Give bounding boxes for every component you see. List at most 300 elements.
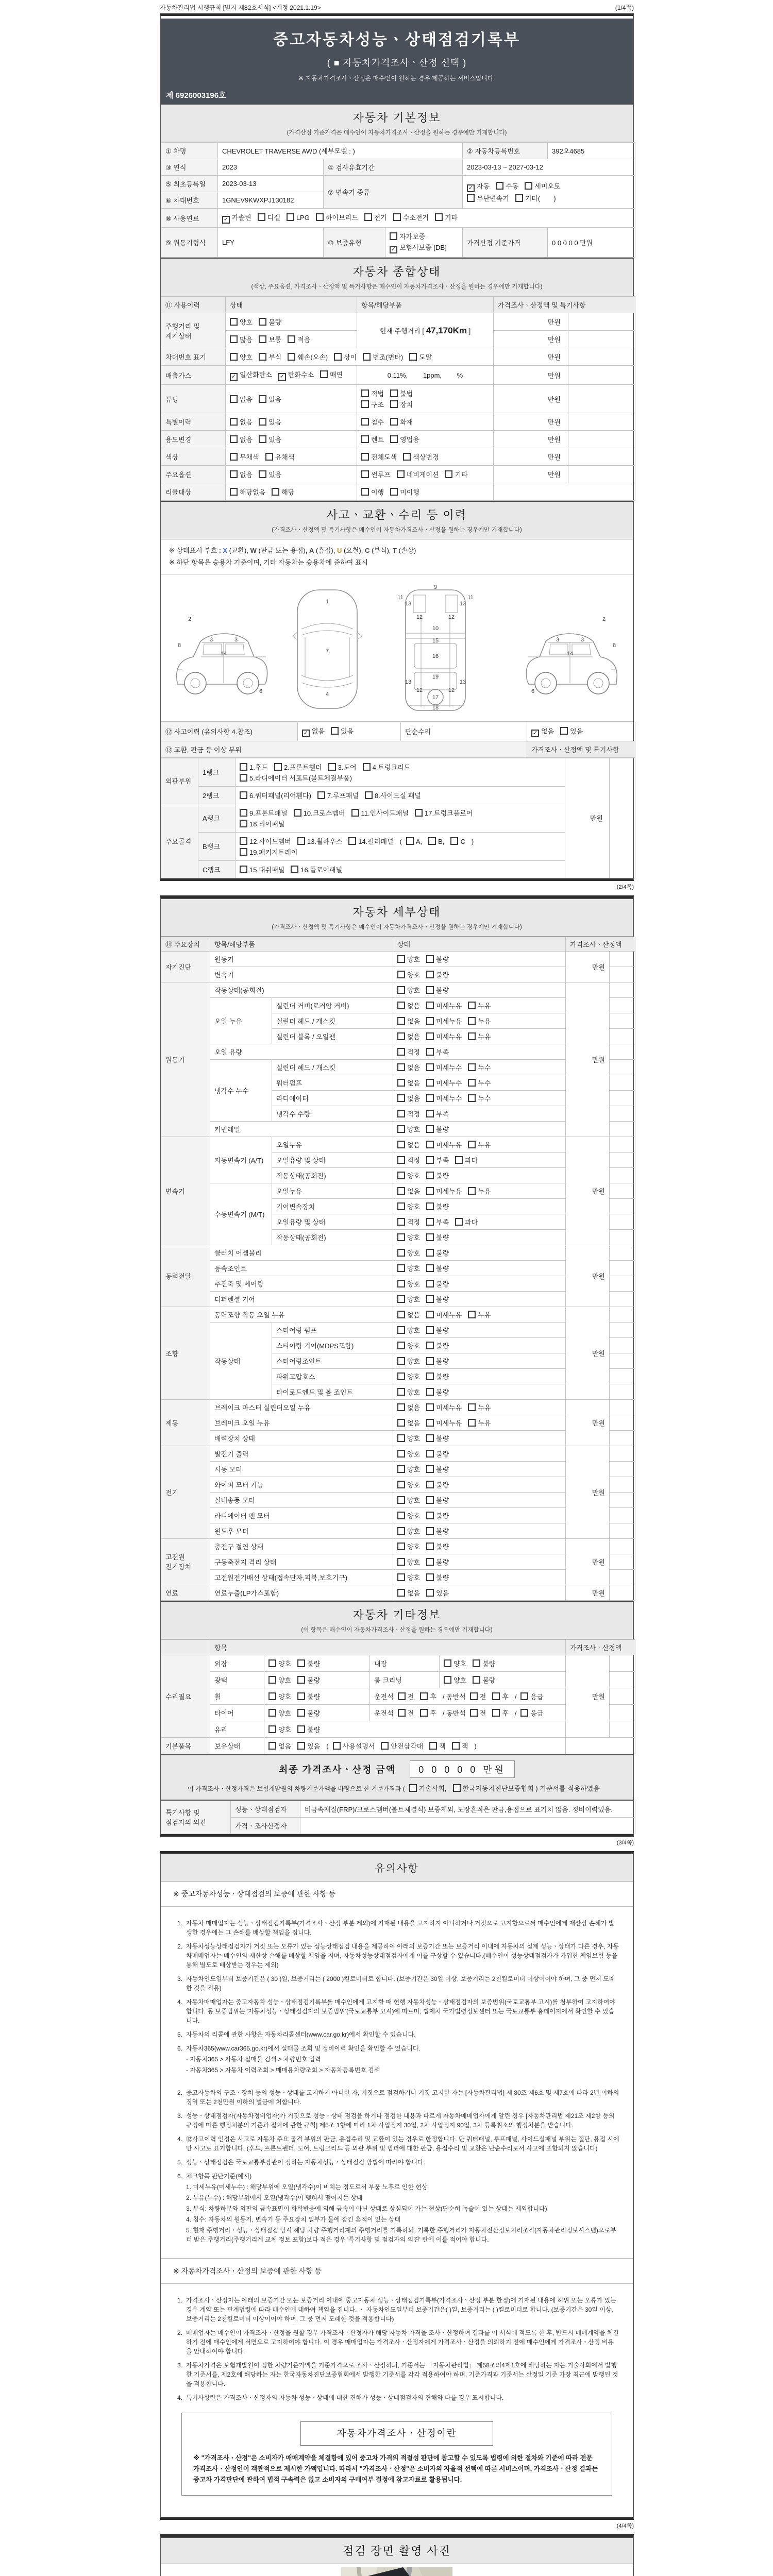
checkbox-icon bbox=[473, 1676, 480, 1684]
checkbox-option bbox=[397, 1047, 420, 1057]
checkbox-option bbox=[426, 1140, 462, 1149]
checkbox-checked-icon: ✓ bbox=[278, 373, 286, 381]
value-cell: 연료누출(LP가스포함) bbox=[210, 1585, 393, 1600]
checkbox-option bbox=[259, 334, 281, 344]
checkbox-label: 5.라디에이터 서포트(볼트체결부품) bbox=[249, 774, 352, 782]
diagram-zone-number: 8 bbox=[612, 642, 616, 649]
value-cell bbox=[393, 1090, 566, 1106]
checkbox-option bbox=[426, 954, 449, 964]
checkbox-icon bbox=[468, 1187, 476, 1195]
value-cell: 현재 주행거리 [ 47,170Km ] bbox=[357, 313, 494, 348]
label-cell: 주요옵션 bbox=[161, 466, 226, 483]
value-cell: 보유상태 bbox=[210, 1737, 264, 1754]
value-cell: 0.11%, 1ppm, % bbox=[357, 366, 494, 385]
legend-segment: A bbox=[309, 547, 314, 554]
table-row bbox=[161, 1307, 635, 1322]
value-cell bbox=[610, 1322, 635, 1337]
value-cell bbox=[610, 1399, 635, 1415]
checkbox-option bbox=[320, 369, 343, 379]
label-cell: 가격조사ㆍ산정액 bbox=[566, 937, 635, 951]
checkbox-icon bbox=[390, 232, 397, 240]
checkbox-option bbox=[397, 1217, 420, 1227]
label-cell: ② 자동차등록번호 bbox=[463, 143, 548, 159]
table-row bbox=[161, 176, 635, 192]
checkbox-option bbox=[426, 1572, 449, 1582]
checkbox-icon bbox=[468, 1032, 476, 1040]
checkbox-label: 일산화탄소 bbox=[240, 371, 272, 379]
table-row bbox=[161, 1523, 635, 1538]
checkbox-option bbox=[520, 1708, 543, 1718]
checkbox-label: 잭 bbox=[439, 1742, 446, 1750]
checkbox-label: 구조 bbox=[371, 401, 384, 409]
label-cell: 원동기 bbox=[161, 982, 210, 1137]
value-cell bbox=[610, 1671, 635, 1688]
checkbox-option bbox=[397, 1093, 420, 1103]
label-cell: 연료 bbox=[161, 1585, 210, 1600]
table-row bbox=[161, 1817, 635, 1834]
value-cell bbox=[610, 982, 635, 997]
checkbox-option bbox=[230, 487, 265, 497]
checkbox-option bbox=[426, 970, 449, 979]
checkbox-icon bbox=[560, 727, 568, 735]
page-marker-3: (3/4쪽) bbox=[616, 1839, 634, 1846]
checkbox-icon bbox=[426, 1342, 434, 1349]
item-number: 2. bbox=[177, 2089, 182, 2096]
diagram-zone-number: 13 bbox=[459, 600, 466, 607]
value-cell: 만원 bbox=[494, 331, 568, 348]
checkbox-option bbox=[381, 1741, 423, 1751]
value-cell bbox=[385, 228, 463, 258]
diagram-zone-number: 12 bbox=[448, 614, 455, 620]
legend-segment: U bbox=[337, 547, 342, 554]
label-cell: 수리필요 bbox=[161, 1655, 210, 1737]
value-cell bbox=[568, 431, 635, 448]
table-row bbox=[161, 1322, 635, 1337]
page-block-3 bbox=[160, 1851, 634, 2520]
checkbox-icon bbox=[240, 791, 247, 799]
checkbox-label: 양호 bbox=[407, 1481, 421, 1489]
value-cell: 작동상태(공회전) bbox=[272, 1167, 393, 1183]
label-cell: 자기진단 bbox=[161, 951, 210, 982]
checkbox-label: 탄화수소 bbox=[288, 371, 314, 379]
checkbox-option bbox=[426, 1418, 462, 1428]
checkbox-label: 불량 bbox=[307, 1676, 321, 1684]
definition-text: ※ "가격조사ㆍ산정"은 소비자가 매매계약을 체결함에 있어 중고차 가격의 적절성 판단에 참고할 수 있도록 법령에 의한 절차와 기준에 따라 전문 가격조사ㆍ산정인이 객관적으로 제시한 가액입니다. 따라서 "가격조사ㆍ산정"은 소비자의 자율적 선택에 따른 서비스이며, 가격조사ㆍ산정 결과는 중고차 가격판단에 관하여 법적 구속력은 없고 소비자의 구매여부 결정에 참고자료로 활용됩니다. bbox=[193, 2454, 598, 2484]
checkbox-icon bbox=[426, 1496, 434, 1504]
checkbox-option bbox=[426, 1449, 449, 1459]
section-title: 자동차 세부상태 bbox=[352, 905, 441, 919]
checkbox-icon bbox=[316, 213, 324, 221]
legend-segment: (교환), bbox=[227, 547, 250, 554]
value-cell bbox=[610, 967, 635, 982]
diagram-zone-number: 7 bbox=[325, 648, 329, 654]
label-cell: ⑥ 차대번호 bbox=[161, 192, 218, 209]
section-subtitle: (이 항목은 매수인이 자동차가격조사ㆍ산정을 원하는 경우에만 기재합니다) bbox=[301, 1626, 493, 1633]
checkbox-option bbox=[426, 1279, 449, 1289]
checkbox-option bbox=[468, 1140, 491, 1149]
checkbox-label: 불량 bbox=[436, 1434, 449, 1443]
table-row bbox=[161, 997, 635, 1013]
checkbox-label: 있음 bbox=[268, 395, 282, 403]
notice-item bbox=[174, 1942, 619, 1970]
checkbox-option bbox=[409, 352, 432, 362]
checkbox-option bbox=[468, 1062, 491, 1072]
value-cell bbox=[226, 466, 357, 483]
label-cell: 특기사항 및 점검자의 의견 bbox=[161, 1801, 231, 1834]
odometer-value: 47,170Km bbox=[426, 325, 467, 335]
section-subtitle: (가격조사ㆍ산정액 및 특기사항은 매수인이 자동차가격조사ㆍ산정을 원하는 경우에만 기재합니다) bbox=[272, 924, 522, 930]
section-subtitle: (가격조사ㆍ산정액 및 특기사항은 매수인이 자동차가격조사ㆍ산정을 원하는 경우에만 기재합니다) bbox=[272, 527, 522, 533]
checkbox-option bbox=[415, 808, 473, 818]
checkbox-option bbox=[429, 1741, 446, 1751]
checkbox-label: 무단변속기 bbox=[477, 195, 509, 202]
checkbox-option bbox=[444, 1675, 466, 1685]
checkbox-icon bbox=[240, 866, 247, 873]
checkbox-label: 부식 bbox=[268, 353, 282, 361]
checkbox-icon bbox=[334, 353, 342, 361]
value-cell bbox=[393, 1461, 566, 1477]
value-cell bbox=[610, 1090, 635, 1106]
checkbox-icon bbox=[525, 182, 532, 190]
item-text: 자동차의 리콜에 관한 사항은 자동차리콜센터(www.car.go.kr)에서 확인할 수 있습니다. bbox=[186, 2030, 416, 2038]
label-cell bbox=[161, 1639, 210, 1655]
checkbox-label: 불량 bbox=[436, 1558, 449, 1566]
value-cell bbox=[393, 951, 566, 967]
checkbox-icon bbox=[397, 1527, 405, 1535]
checkbox-option bbox=[397, 1062, 420, 1072]
value-cell bbox=[393, 1307, 566, 1322]
checkbox-icon bbox=[230, 453, 238, 461]
value-cell: 오일유량 및 상태 bbox=[272, 1152, 393, 1167]
status-symbol-legend bbox=[169, 545, 625, 556]
checkbox-icon bbox=[364, 213, 372, 221]
checkbox-icon bbox=[390, 488, 398, 496]
checkbox-icon bbox=[455, 1156, 463, 1164]
checkbox-option bbox=[452, 1741, 468, 1751]
value-cell: 수동변속기 (M/T) bbox=[210, 1183, 272, 1245]
checkbox-option bbox=[496, 181, 518, 191]
checkbox-label: 있음 bbox=[341, 727, 354, 735]
value-cell bbox=[264, 1704, 370, 1721]
table-row bbox=[161, 1721, 635, 1737]
checkbox-option bbox=[274, 762, 322, 772]
detail-state-table bbox=[161, 937, 635, 1601]
checkbox-icon bbox=[274, 763, 282, 771]
checkbox-option bbox=[397, 1541, 420, 1551]
checkbox-option bbox=[259, 434, 281, 444]
checkbox-option bbox=[288, 352, 328, 362]
value-cell: 배력장치 상태 bbox=[210, 1430, 393, 1446]
checkbox-label: 2.프론트휀더 bbox=[283, 763, 322, 771]
checkbox-option bbox=[390, 434, 419, 444]
checkbox-icon bbox=[409, 353, 417, 361]
checkbox-option bbox=[333, 1741, 375, 1751]
table-row bbox=[161, 159, 635, 176]
checkbox-option bbox=[397, 1294, 420, 1304]
value-cell bbox=[226, 331, 357, 348]
label-cell: 주요골격 bbox=[161, 804, 198, 878]
photo-section-header bbox=[161, 2537, 633, 2564]
checkbox-label: 전체도색 bbox=[371, 453, 397, 461]
checkbox-option bbox=[409, 1783, 447, 1793]
checkbox-label: A, bbox=[415, 837, 423, 845]
checkbox-label: 전기 bbox=[374, 214, 387, 222]
check-text: 운전석 bbox=[374, 1692, 394, 1701]
table-row bbox=[161, 1585, 635, 1600]
page-marker-1: (1/4쪽) bbox=[615, 4, 634, 11]
checkbox-option bbox=[397, 1248, 420, 1258]
checkbox-label: 양호 bbox=[407, 1233, 421, 1242]
checkbox-label: 자가보증 bbox=[399, 233, 426, 241]
checkbox-label: 불법 bbox=[400, 390, 413, 398]
checkbox-label: 불량 bbox=[436, 1326, 449, 1334]
value-cell: 타이로드엔드 및 볼 조인트 bbox=[272, 1384, 393, 1399]
checkbox-icon bbox=[492, 1709, 500, 1717]
checkbox-option bbox=[435, 212, 458, 222]
legend-segment: (흠집), bbox=[314, 547, 337, 554]
value-cell bbox=[300, 1817, 635, 1834]
checkbox-icon bbox=[268, 1725, 276, 1733]
checkbox-checked-icon: ✓ bbox=[467, 184, 475, 192]
form-header bbox=[161, 16, 633, 104]
section-subtitle: (색상, 주요옵션, 가격조사ㆍ산정액 및 특기사항은 매수인이 자동차가격조사ㆍ산정을 원하는 경우에만 기재합니다) bbox=[251, 284, 543, 290]
checkbox-option bbox=[328, 762, 357, 772]
checkbox-icon bbox=[397, 1172, 405, 1179]
checkbox-option bbox=[468, 1031, 491, 1041]
label-cell: ⑫ 사고이력 (유의사항 4.참조) bbox=[161, 722, 298, 741]
checkbox-option bbox=[428, 837, 444, 845]
checkbox-label: 해당없음 bbox=[240, 488, 266, 496]
checkbox-icon bbox=[291, 866, 298, 873]
checkbox-label: 썬루프 bbox=[371, 471, 391, 479]
value-cell bbox=[568, 313, 635, 331]
value-cell: 충전구 절연 상태 bbox=[210, 1538, 393, 1554]
checkbox-label: 미세누수 bbox=[436, 1094, 462, 1103]
checkbox-icon bbox=[361, 488, 369, 496]
value-cell bbox=[357, 431, 494, 448]
value-cell bbox=[610, 1245, 635, 1260]
checkbox-label: 양호 bbox=[453, 1659, 467, 1668]
checkbox-icon bbox=[496, 182, 503, 190]
value-cell bbox=[568, 366, 635, 385]
value-cell bbox=[566, 1737, 635, 1754]
value-cell bbox=[568, 331, 635, 348]
checkbox-label: 누유 bbox=[478, 1002, 491, 1010]
checkbox-option bbox=[364, 212, 387, 222]
check-text: 이 가격조사ㆍ산정가격은 보험개발원의 차량기준가액을 바탕으로 한 기준가격과 ( bbox=[188, 1785, 405, 1792]
label-cell: 가격산정 기준가격 bbox=[463, 228, 548, 258]
checkbox-option bbox=[259, 394, 281, 404]
value-cell bbox=[527, 722, 635, 741]
checkbox-option bbox=[351, 808, 409, 818]
checkbox-label: 양호 bbox=[407, 1357, 421, 1365]
checkbox-icon bbox=[397, 470, 405, 478]
value-cell: 파워고압호스 bbox=[272, 1368, 393, 1384]
checkbox-label: 양호 bbox=[407, 1512, 421, 1520]
value-cell bbox=[393, 1446, 566, 1461]
checkbox-icon bbox=[429, 1742, 437, 1750]
checkbox-icon bbox=[426, 1372, 434, 1380]
value-cell bbox=[610, 1044, 635, 1059]
checkbox-label: 13.휠하우스 bbox=[307, 837, 343, 845]
checkbox-icon bbox=[397, 1202, 405, 1210]
value-cell bbox=[610, 1121, 635, 1137]
checkbox-icon bbox=[331, 727, 339, 735]
checkbox-option bbox=[403, 452, 439, 462]
checkbox-option bbox=[397, 954, 420, 964]
checkbox-option bbox=[426, 1541, 449, 1551]
value-cell bbox=[610, 1523, 635, 1538]
label-cell: ④ 검사유효기간 bbox=[324, 159, 463, 176]
value-cell bbox=[393, 1554, 566, 1569]
checkbox-icon bbox=[426, 1017, 434, 1025]
checkbox-label: 양호 bbox=[278, 1725, 292, 1734]
value-cell bbox=[226, 385, 357, 413]
checkbox-label: 미이행 bbox=[400, 488, 419, 496]
value-cell bbox=[357, 466, 494, 483]
table-row bbox=[161, 1415, 635, 1430]
value-cell bbox=[264, 1721, 566, 1737]
value-cell: 자동변속기 (A/T) bbox=[210, 1137, 272, 1183]
checkbox-option bbox=[426, 1433, 449, 1443]
checkbox-icon bbox=[397, 1558, 405, 1566]
checkbox-label: 자동 bbox=[477, 182, 490, 190]
label-cell: 리콜대상 bbox=[161, 483, 226, 501]
item-number: 2. bbox=[177, 2329, 182, 2336]
value-cell bbox=[610, 1214, 635, 1229]
item-number: 4. bbox=[177, 2394, 182, 2401]
value-cell bbox=[393, 1137, 566, 1152]
table-row bbox=[161, 1507, 635, 1523]
notice-list-c bbox=[166, 2296, 628, 2402]
item-text: 자동차365(www.car365.go.kr)에서 실매물 조회 및 정비이력 확인을 확인할 수 있습니다. - 자동차365 > 자동차 실매물 검색 > 차량번호 입력 - 자동차365 > 자동차 이력조회 > 매매용차량조회 > 자동차등록번호 검색 bbox=[186, 2044, 619, 2075]
checkbox-icon bbox=[435, 213, 443, 221]
checkbox-icon bbox=[230, 353, 238, 361]
checkbox-label: 양호 bbox=[407, 955, 421, 963]
value-cell bbox=[393, 1229, 566, 1245]
value-cell bbox=[393, 1183, 566, 1198]
value-cell bbox=[393, 1507, 566, 1523]
label-cell: ③ 연식 bbox=[161, 159, 218, 176]
table-row bbox=[161, 1044, 635, 1059]
checkbox-icon bbox=[397, 1156, 405, 1164]
checkbox-label: 양호 bbox=[407, 1527, 421, 1535]
value-cell bbox=[226, 448, 357, 466]
value-cell bbox=[610, 1075, 635, 1090]
diagram-zone-number: 12 bbox=[416, 687, 423, 693]
checkbox-icon bbox=[240, 837, 247, 845]
checkbox-option bbox=[468, 1093, 491, 1103]
label-cell: ⑪ 사용이력 bbox=[161, 297, 226, 313]
etc-info-table bbox=[161, 1639, 635, 1754]
value-cell bbox=[393, 1337, 566, 1353]
table-row bbox=[161, 758, 635, 786]
checkbox-label: 양호 bbox=[407, 1543, 421, 1551]
value-cell: 실내송풍 모터 bbox=[210, 1492, 393, 1507]
checkbox-label: 불량 bbox=[307, 1709, 321, 1717]
checkbox-icon bbox=[426, 1481, 434, 1488]
checkbox-icon bbox=[390, 389, 398, 397]
checkbox-option bbox=[259, 469, 281, 479]
value-cell: 0 0 0 0 0 만원 bbox=[548, 228, 635, 258]
table-row bbox=[161, 209, 635, 228]
notice-item bbox=[174, 2044, 619, 2075]
checkbox-label: 장치 bbox=[400, 401, 413, 409]
checkbox-label: 미세누유 bbox=[436, 1403, 462, 1412]
label-cell: ⑦ 변속기 종류 bbox=[324, 176, 463, 209]
notice-item bbox=[174, 1919, 619, 1937]
checkbox-option bbox=[426, 1294, 449, 1304]
checkbox-option bbox=[240, 773, 352, 783]
checkbox-icon bbox=[426, 1202, 434, 1210]
checkbox-label: 14.필러패널 bbox=[358, 837, 394, 845]
checkbox-option bbox=[426, 1325, 449, 1335]
value-cell: 추진축 및 베어링 bbox=[210, 1276, 393, 1291]
checkbox-label: 없음 bbox=[240, 395, 253, 403]
accident-note: ※ 하단 항목은 승용차 기준이며, 기타 자동차는 승용차에 준하여 표시 bbox=[169, 558, 368, 567]
checkbox-icon bbox=[265, 453, 273, 461]
checkbox-icon bbox=[468, 1079, 476, 1087]
checkbox-label: 양호 bbox=[453, 1676, 467, 1684]
checkbox-option bbox=[222, 212, 251, 224]
table-row bbox=[161, 937, 635, 951]
checkbox-option bbox=[230, 369, 272, 381]
checkbox-label: 없음 bbox=[407, 1017, 421, 1025]
checkbox-option bbox=[426, 1263, 449, 1273]
value-cell bbox=[393, 1430, 566, 1446]
checkbox-option bbox=[426, 1356, 449, 1366]
checkbox-label: 10.크로스멤버 bbox=[303, 809, 345, 817]
checkbox-label: 19.패키지트레이 bbox=[249, 848, 298, 856]
value-cell bbox=[610, 1655, 635, 1671]
checkbox-icon bbox=[288, 353, 295, 361]
checkbox-icon bbox=[428, 837, 436, 845]
checkbox-label: 불량 bbox=[436, 1481, 449, 1489]
legend-segment: (요철), bbox=[342, 547, 365, 554]
checkbox-label: 색상변경 bbox=[413, 453, 439, 461]
value-cell bbox=[393, 1384, 566, 1399]
value-cell: 냉각수 누수 bbox=[210, 1059, 272, 1121]
checkbox-label: 16.플로어패널 bbox=[300, 866, 343, 874]
value-cell: 작동상태 bbox=[210, 1322, 272, 1399]
table-row bbox=[161, 722, 635, 741]
checkbox-label: 없음 bbox=[312, 727, 325, 735]
checkbox-label: 8.사이드실 패널 bbox=[375, 791, 421, 800]
checkbox-label: 하이브리드 bbox=[325, 214, 358, 222]
label-cell: 색상 bbox=[161, 448, 226, 466]
checkbox-icon bbox=[259, 395, 266, 403]
value-cell: 오일누유 bbox=[272, 1137, 393, 1152]
item-subline: 1. 미세누유(미세누수) : 해당부위에 오일(냉각수)이 비치는 정도로서 부품 노후로 인한 현상 bbox=[186, 2183, 428, 2191]
checkbox-label: 사용설명서 bbox=[342, 1742, 375, 1750]
value-cell bbox=[393, 1276, 566, 1291]
checkbox-label: 없음 bbox=[240, 436, 253, 444]
checkbox-icon bbox=[230, 435, 238, 443]
value-cell bbox=[610, 758, 635, 878]
notice-item bbox=[174, 2361, 619, 2388]
diagram-zone-number: 16 bbox=[432, 653, 439, 659]
checkbox-option bbox=[230, 317, 253, 327]
item-text: 자동차매매업자는 중고자동차 성능ㆍ상태점검기록부를 매수인에게 고지할 때 현행 자동차성능ㆍ상태점검자의 보증범위(국토교통부 고시)를 첨부하여 고지하여야 합니다. 동 보증범위는 '자동차성능ㆍ상태점검자의 보증범위'(국토교통부 고시)에 따르며, 법제처 국가법령정보센터 또는 국토교통부 홈페이지에서 확인할 수 있습니다. bbox=[186, 1998, 615, 2024]
value-cell: 디퍼렌셜 기어 bbox=[210, 1291, 393, 1307]
value-cell: 2023-03-13 bbox=[218, 176, 324, 192]
checkbox-label: 양호 bbox=[407, 1202, 421, 1211]
value-cell bbox=[393, 1028, 566, 1044]
check-text: ) bbox=[471, 837, 474, 845]
checkbox-option bbox=[397, 1186, 420, 1196]
value-cell bbox=[610, 1721, 635, 1737]
label-cell: 상태 bbox=[226, 297, 357, 313]
